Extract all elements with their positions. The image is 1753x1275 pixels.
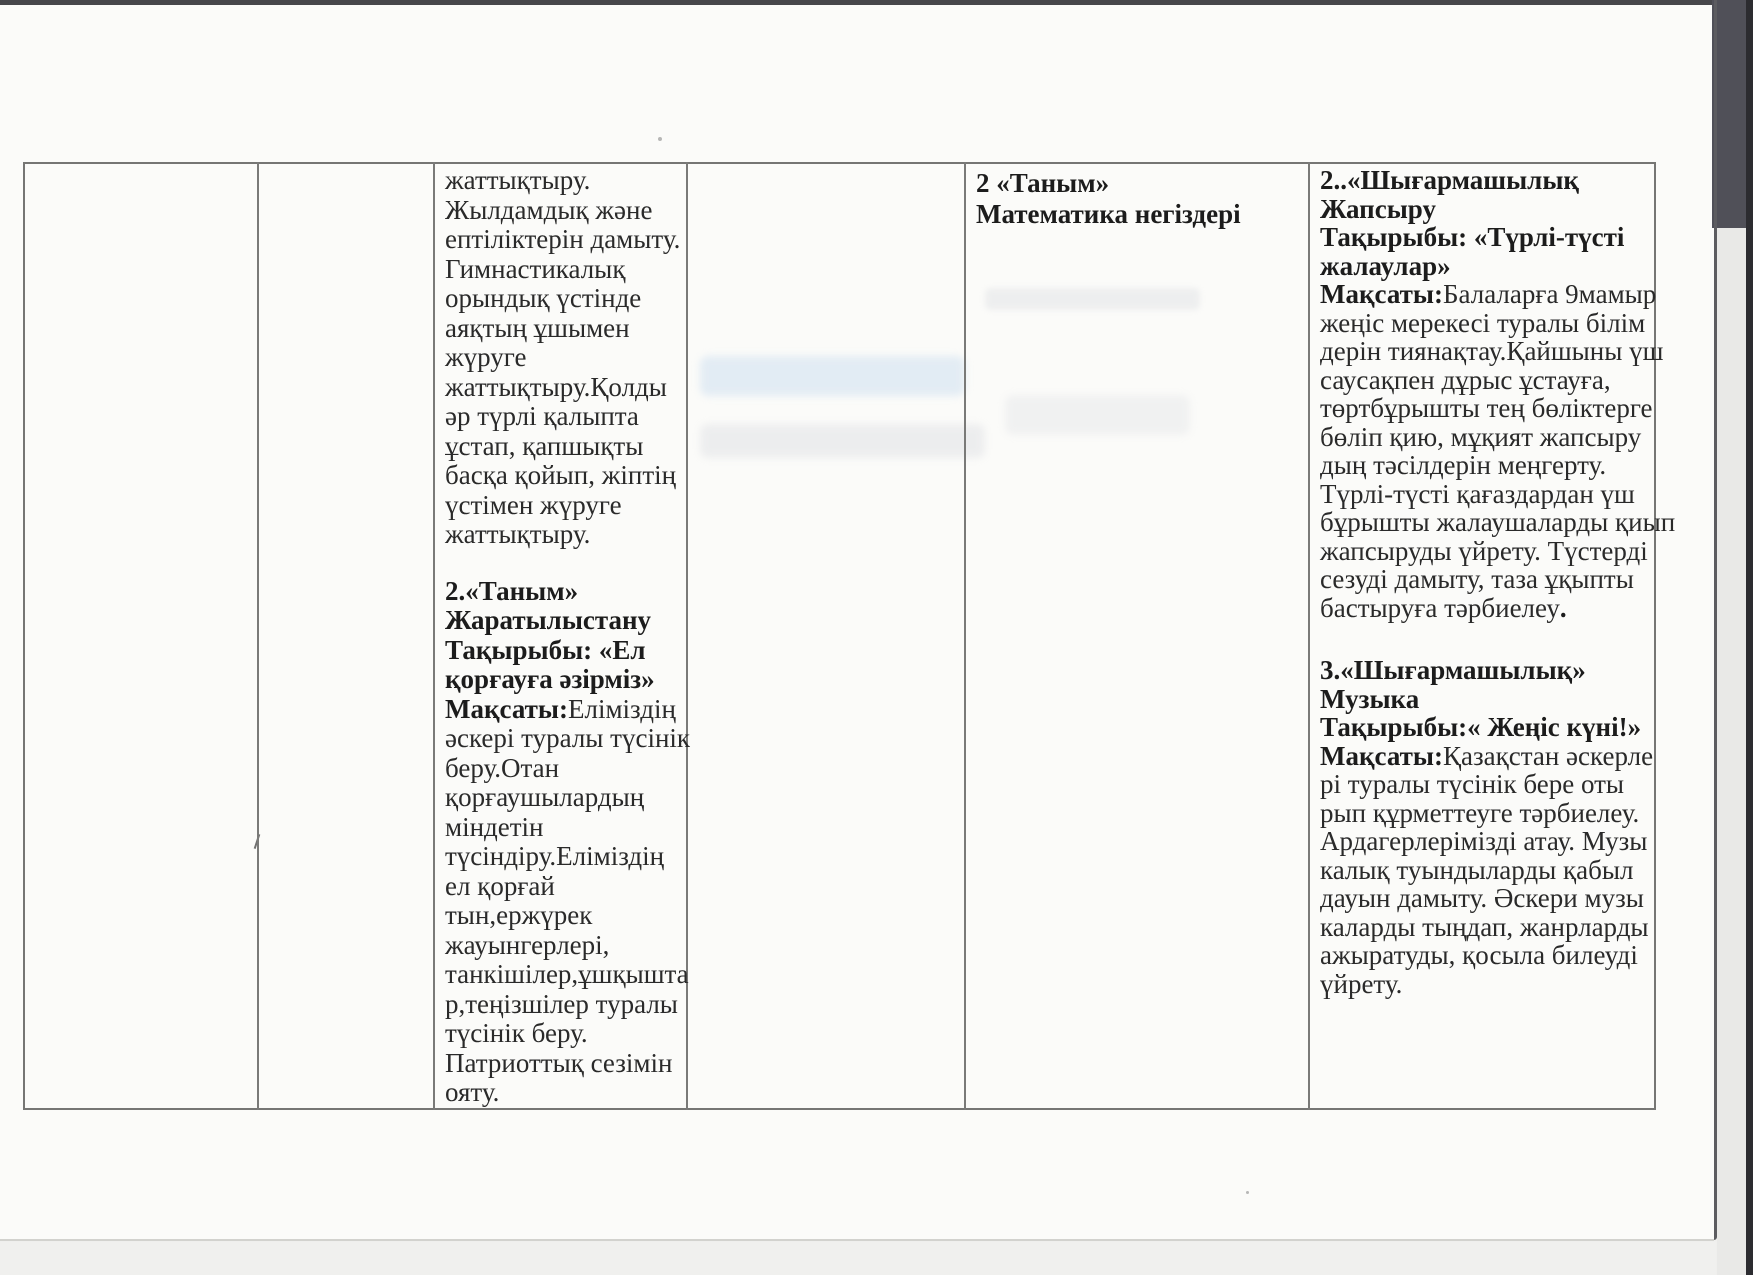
text-line bbox=[445, 1049, 685, 1079]
text-segment: төртбұрышты тең бөліктерге bbox=[1320, 393, 1653, 423]
bold-text-segment: 2 «Таным» bbox=[976, 168, 1110, 198]
text-line bbox=[445, 872, 685, 902]
text-segment: міндетін bbox=[445, 811, 544, 842]
text-line bbox=[445, 225, 685, 255]
text-line bbox=[445, 813, 685, 843]
text-line bbox=[445, 402, 685, 432]
text-line bbox=[445, 577, 685, 607]
text-segment: Патриоттық сезімін bbox=[445, 1047, 673, 1078]
page-right-edge-line bbox=[1714, 0, 1717, 1240]
table-column-divider bbox=[964, 162, 966, 1110]
text-segment: дауын дамыту. Әскери музы bbox=[1320, 883, 1644, 913]
text-segment: жаттықтыру. bbox=[445, 165, 591, 195]
text-line bbox=[1320, 366, 1654, 395]
text-line bbox=[1320, 252, 1654, 281]
text-segment: беру.Отан bbox=[445, 752, 560, 783]
text-line bbox=[976, 199, 1306, 230]
text-line bbox=[1320, 507, 1676, 537]
text-segment: түсіндіру.Еліміздің bbox=[445, 841, 665, 871]
text-segment: дың тәсілдерін меңгерту. bbox=[1320, 450, 1607, 480]
text-line bbox=[445, 196, 685, 226]
text-line bbox=[1320, 685, 1654, 714]
bold-text-segment: Мақсаты: bbox=[445, 693, 568, 724]
text-line bbox=[1320, 279, 1657, 309]
text-line bbox=[1320, 451, 1654, 480]
text-line bbox=[445, 166, 685, 196]
text-line bbox=[445, 636, 685, 666]
text-line bbox=[1320, 656, 1654, 685]
text-line bbox=[1320, 827, 1654, 856]
text-segment: үйрету. bbox=[1320, 968, 1403, 999]
text-line bbox=[445, 606, 685, 636]
text-segment: сезуді дамыту, таза ұқыпты bbox=[1320, 564, 1634, 594]
text-segment: рып құрметтеуге тәрбиелеу. bbox=[1320, 797, 1640, 828]
text-line bbox=[976, 168, 1306, 199]
text-segment: рі туралы түсінік бере оты bbox=[1320, 769, 1625, 799]
text-line bbox=[445, 990, 685, 1020]
table-cell-text-col3 bbox=[445, 165, 691, 1108]
text-line bbox=[445, 373, 685, 403]
text-line bbox=[445, 695, 685, 725]
text-segment: каларды тыңдап, жанрларды bbox=[1320, 911, 1649, 942]
text-line bbox=[1320, 423, 1654, 452]
text-line bbox=[445, 901, 685, 931]
paper-area-below-edge bbox=[0, 1242, 1716, 1275]
text-line bbox=[445, 665, 685, 695]
text-segment: Түрлі-түсті қағаздардан үш bbox=[1320, 478, 1635, 509]
text-line bbox=[445, 343, 685, 373]
text-line bbox=[445, 842, 685, 872]
text-segment: үстімен жүруге bbox=[445, 489, 622, 520]
text-line bbox=[445, 284, 685, 314]
text-line bbox=[1320, 742, 1654, 771]
text-segment: түсінік беру. bbox=[445, 1018, 588, 1048]
text-line bbox=[445, 783, 685, 813]
text-segment: жүруге bbox=[445, 342, 527, 372]
text-line bbox=[445, 723, 691, 754]
bold-text-segment: 3.«Шығармашылық» bbox=[1320, 655, 1586, 685]
bold-text-segment: . bbox=[1559, 592, 1567, 623]
text-line bbox=[1320, 565, 1654, 594]
bold-text-segment: Мақсаты: bbox=[1320, 279, 1443, 309]
text-line bbox=[1320, 166, 1654, 195]
text-segment: танкішілер,ұшқышта bbox=[445, 959, 689, 989]
text-segment: басқа қойып, жіптің bbox=[445, 460, 677, 490]
text-segment: р,теңізшілер туралы bbox=[445, 988, 678, 1019]
text-segment: ояту. bbox=[445, 1077, 500, 1107]
paper-bottom-edge bbox=[0, 1239, 1714, 1241]
bold-text-segment: Математика негіздері bbox=[976, 199, 1241, 229]
text-block bbox=[445, 166, 685, 550]
text-segment: жаттықтыру. bbox=[445, 519, 591, 549]
table-column-divider bbox=[1308, 162, 1310, 1110]
table-cell-text-col5 bbox=[976, 168, 1306, 230]
text-line bbox=[1320, 309, 1654, 338]
text-segment: жаттықтыру.Қолды bbox=[445, 371, 667, 402]
text-segment: Гимнастикалық bbox=[445, 253, 626, 284]
text-segment: калық туындыларды қабыл bbox=[1320, 854, 1634, 885]
text-segment: бастыруға тәрбиелеу bbox=[1320, 592, 1560, 623]
scan-right-edge-strip bbox=[1746, 0, 1753, 1275]
text-segment: жеңіс мерекесі туралы білім bbox=[1320, 307, 1646, 338]
bold-text-segment: Жапсыру bbox=[1320, 193, 1436, 224]
text-segment: Жылдамдық және bbox=[445, 194, 653, 225]
text-segment: ептіліктерін дамыту. bbox=[445, 224, 681, 254]
text-line bbox=[1320, 336, 1664, 366]
text-segment: ел қорғай bbox=[445, 870, 555, 901]
text-segment: Еліміздің bbox=[568, 693, 676, 724]
bold-text-segment: Жаратылыстану bbox=[445, 605, 652, 635]
text-segment: Ардагерлерімізді атау. Музы bbox=[1320, 826, 1648, 856]
bold-text-segment: Тақырыбы: «Ел bbox=[445, 634, 646, 665]
text-segment: қорғаушылардың bbox=[445, 782, 645, 812]
text-segment: бөліп қию, мұқият жапсыру bbox=[1320, 421, 1642, 452]
text-line bbox=[445, 931, 685, 961]
bold-text-segment: Тақырыбы:« Жеңіс күні!» bbox=[1320, 712, 1642, 742]
text-line bbox=[1320, 394, 1654, 423]
table-column-divider bbox=[433, 162, 435, 1110]
text-line bbox=[1320, 713, 1654, 742]
text-line bbox=[1320, 941, 1654, 970]
text-segment: Қазақстан әскерле bbox=[1443, 740, 1654, 771]
text-segment: саусақпен дұрыс ұстауға, bbox=[1320, 364, 1611, 395]
text-segment: жапсыруды үйрету. Түстерді bbox=[1320, 535, 1648, 566]
text-line bbox=[445, 314, 685, 344]
text-segment: ажыратуды, қосыла билеуді bbox=[1320, 940, 1638, 970]
text-segment: орындық үстінде bbox=[445, 283, 642, 313]
text-line bbox=[1320, 884, 1654, 913]
text-line bbox=[1320, 799, 1654, 828]
text-line bbox=[1320, 770, 1654, 799]
text-segment: әскері туралы түсінік bbox=[445, 723, 691, 753]
text-segment: Балаларға 9мамыр bbox=[1443, 279, 1657, 309]
scan-top-edge bbox=[0, 0, 1753, 5]
bold-text-segment: Мақсаты: bbox=[1320, 740, 1443, 771]
text-line bbox=[1320, 970, 1654, 999]
text-line bbox=[1320, 480, 1654, 509]
text-line bbox=[1320, 537, 1654, 566]
text-line bbox=[1320, 223, 1654, 252]
text-line bbox=[445, 461, 685, 491]
text-line bbox=[445, 1078, 685, 1108]
text-line bbox=[445, 1019, 685, 1049]
text-block bbox=[445, 575, 691, 1108]
text-block bbox=[1320, 165, 1676, 623]
text-line bbox=[445, 959, 689, 990]
text-line bbox=[1320, 195, 1654, 224]
text-segment: әр түрлі қалыпта bbox=[445, 401, 639, 431]
text-segment: жауынгерлері, bbox=[445, 929, 610, 960]
text-line bbox=[445, 520, 685, 550]
text-segment: ұстап, қапшықты bbox=[445, 430, 644, 461]
text-block bbox=[976, 168, 1306, 230]
text-segment: дерін тиянақтау.Қайшыны үш bbox=[1320, 336, 1664, 366]
text-block bbox=[1320, 656, 1654, 998]
bold-text-segment: 2..«Шығармашылық bbox=[1320, 165, 1579, 195]
text-line bbox=[445, 491, 685, 521]
text-segment: тын,ержүрек bbox=[445, 900, 593, 930]
text-line bbox=[1320, 913, 1654, 942]
bold-text-segment: 2.«Таным» bbox=[445, 575, 579, 606]
bold-text-segment: Тақырыбы: «Түрлі-түсті bbox=[1320, 222, 1625, 252]
bold-text-segment: Музыка bbox=[1320, 683, 1420, 714]
text-segment: аяқтың ұшымен bbox=[445, 312, 630, 343]
text-line bbox=[445, 754, 685, 784]
table-cell-text-col6 bbox=[1320, 165, 1676, 999]
bold-text-segment: жалаулар» bbox=[1320, 250, 1451, 281]
text-line bbox=[445, 255, 685, 285]
text-line bbox=[1320, 594, 1654, 623]
table-column-divider bbox=[257, 162, 259, 1110]
text-segment: бұрышты жалаушаларды қиып bbox=[1320, 507, 1676, 537]
text-line bbox=[1320, 856, 1654, 885]
text-line bbox=[445, 432, 685, 462]
bold-text-segment: қорғауға әзірміз» bbox=[445, 664, 655, 694]
